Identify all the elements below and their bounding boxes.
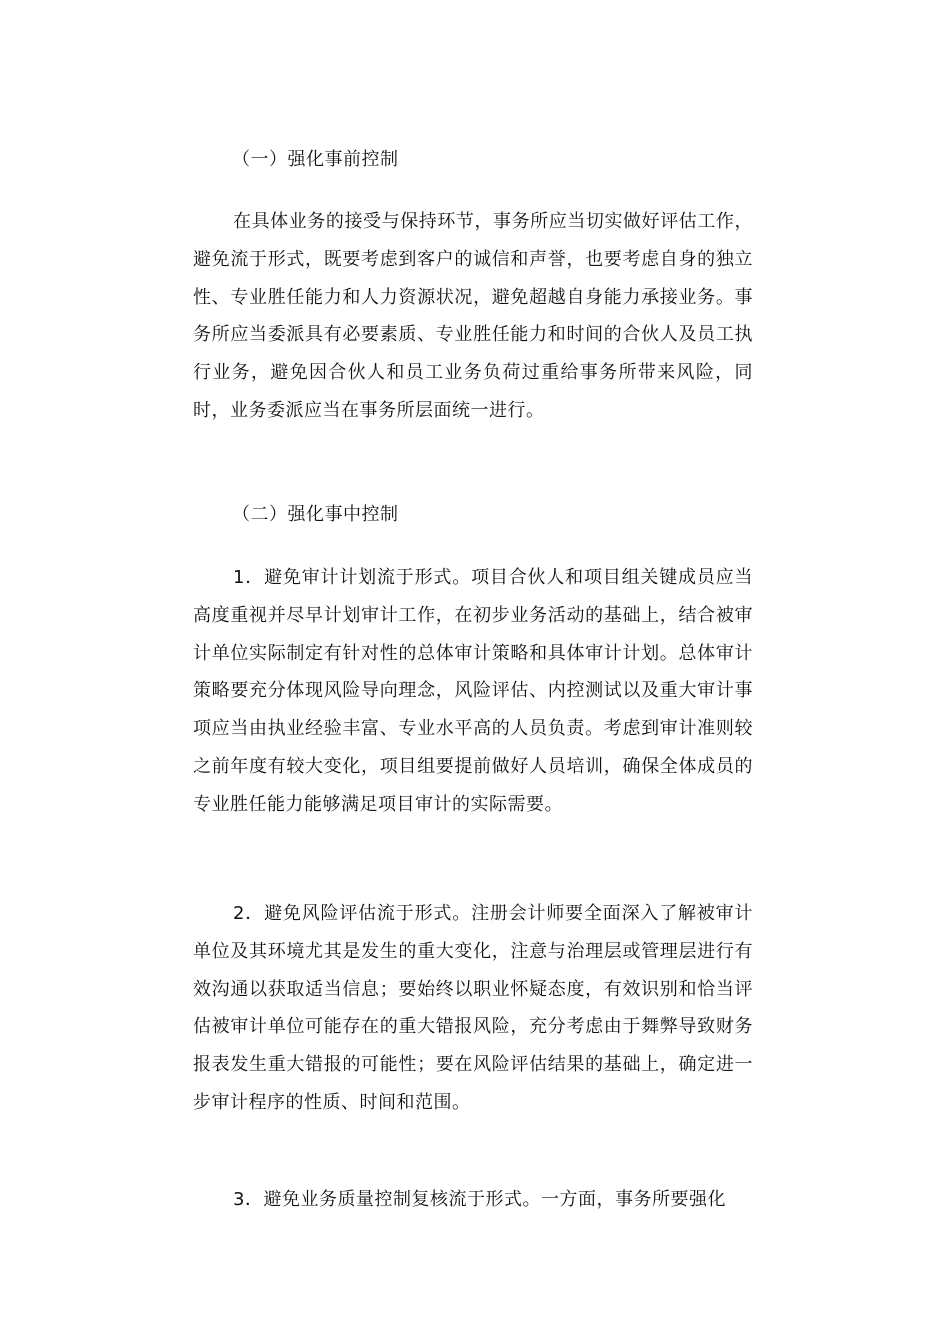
paragraph-quality-review: 3．避免业务质量控制复核流于形式。一方面，事务所要强化 bbox=[233, 1189, 726, 1210]
section-heading-in-process-control: （二）强化事中控制 bbox=[232, 504, 399, 525]
paragraph-pre-control: 在具体业务的接受与保持环节，事务所应当切实做好评估工作，避免流于形式，既要考虑到客户的诚信和声誉，也要考虑自身的独立性、专业胜任能力和人力资源状况，避免超越自身能力承接业务。事务所应当委派具有必要素质、专业胜任能力和时间的合伙人及员工执行业务，避免因合伙人和员工业务负荷过重给事务所带来风险，同时，业务委派应当在事务所层面统一进行。 bbox=[193, 211, 753, 421]
paragraph-audit-plan: 1．避免审计计划流于形式。项目合伙人和项目组关键成员应当高度重视并尽早计划审计工作，在初步业务活动的基础上，结合被审计单位实际制定有针对性的总体审计策略和具体审计计划。总体审计策略要充分体现风险导向理念，风险评估、内控测试以及重大审计事项应当由执业经验丰富、专业水平高的人员负责。考虑到审计准则较之前年度有较大变化，项目组要提前做好人员培训，确保全体成员的专业胜任能力能够满足项目审计的实际需要。 bbox=[193, 567, 753, 815]
paragraph-risk-assessment: 2．避免风险评估流于形式。注册会计师要全面深入了解被审计单位及其环境尤其是发生的重大变化，注意与治理层或管理层进行有效沟通以获取适当信息；要始终以职业怀疑态度，有效识别和恰当评估被审计单位可能存在的重大错报风险，充分考虑由于舞弊导致财务报表发生重大错报的可能性；要在风险评估结果的基础上，确定进一步审计程序的性质、时间和范围。 bbox=[193, 903, 753, 1113]
section-heading-pre-control: （一）强化事前控制 bbox=[232, 149, 399, 170]
